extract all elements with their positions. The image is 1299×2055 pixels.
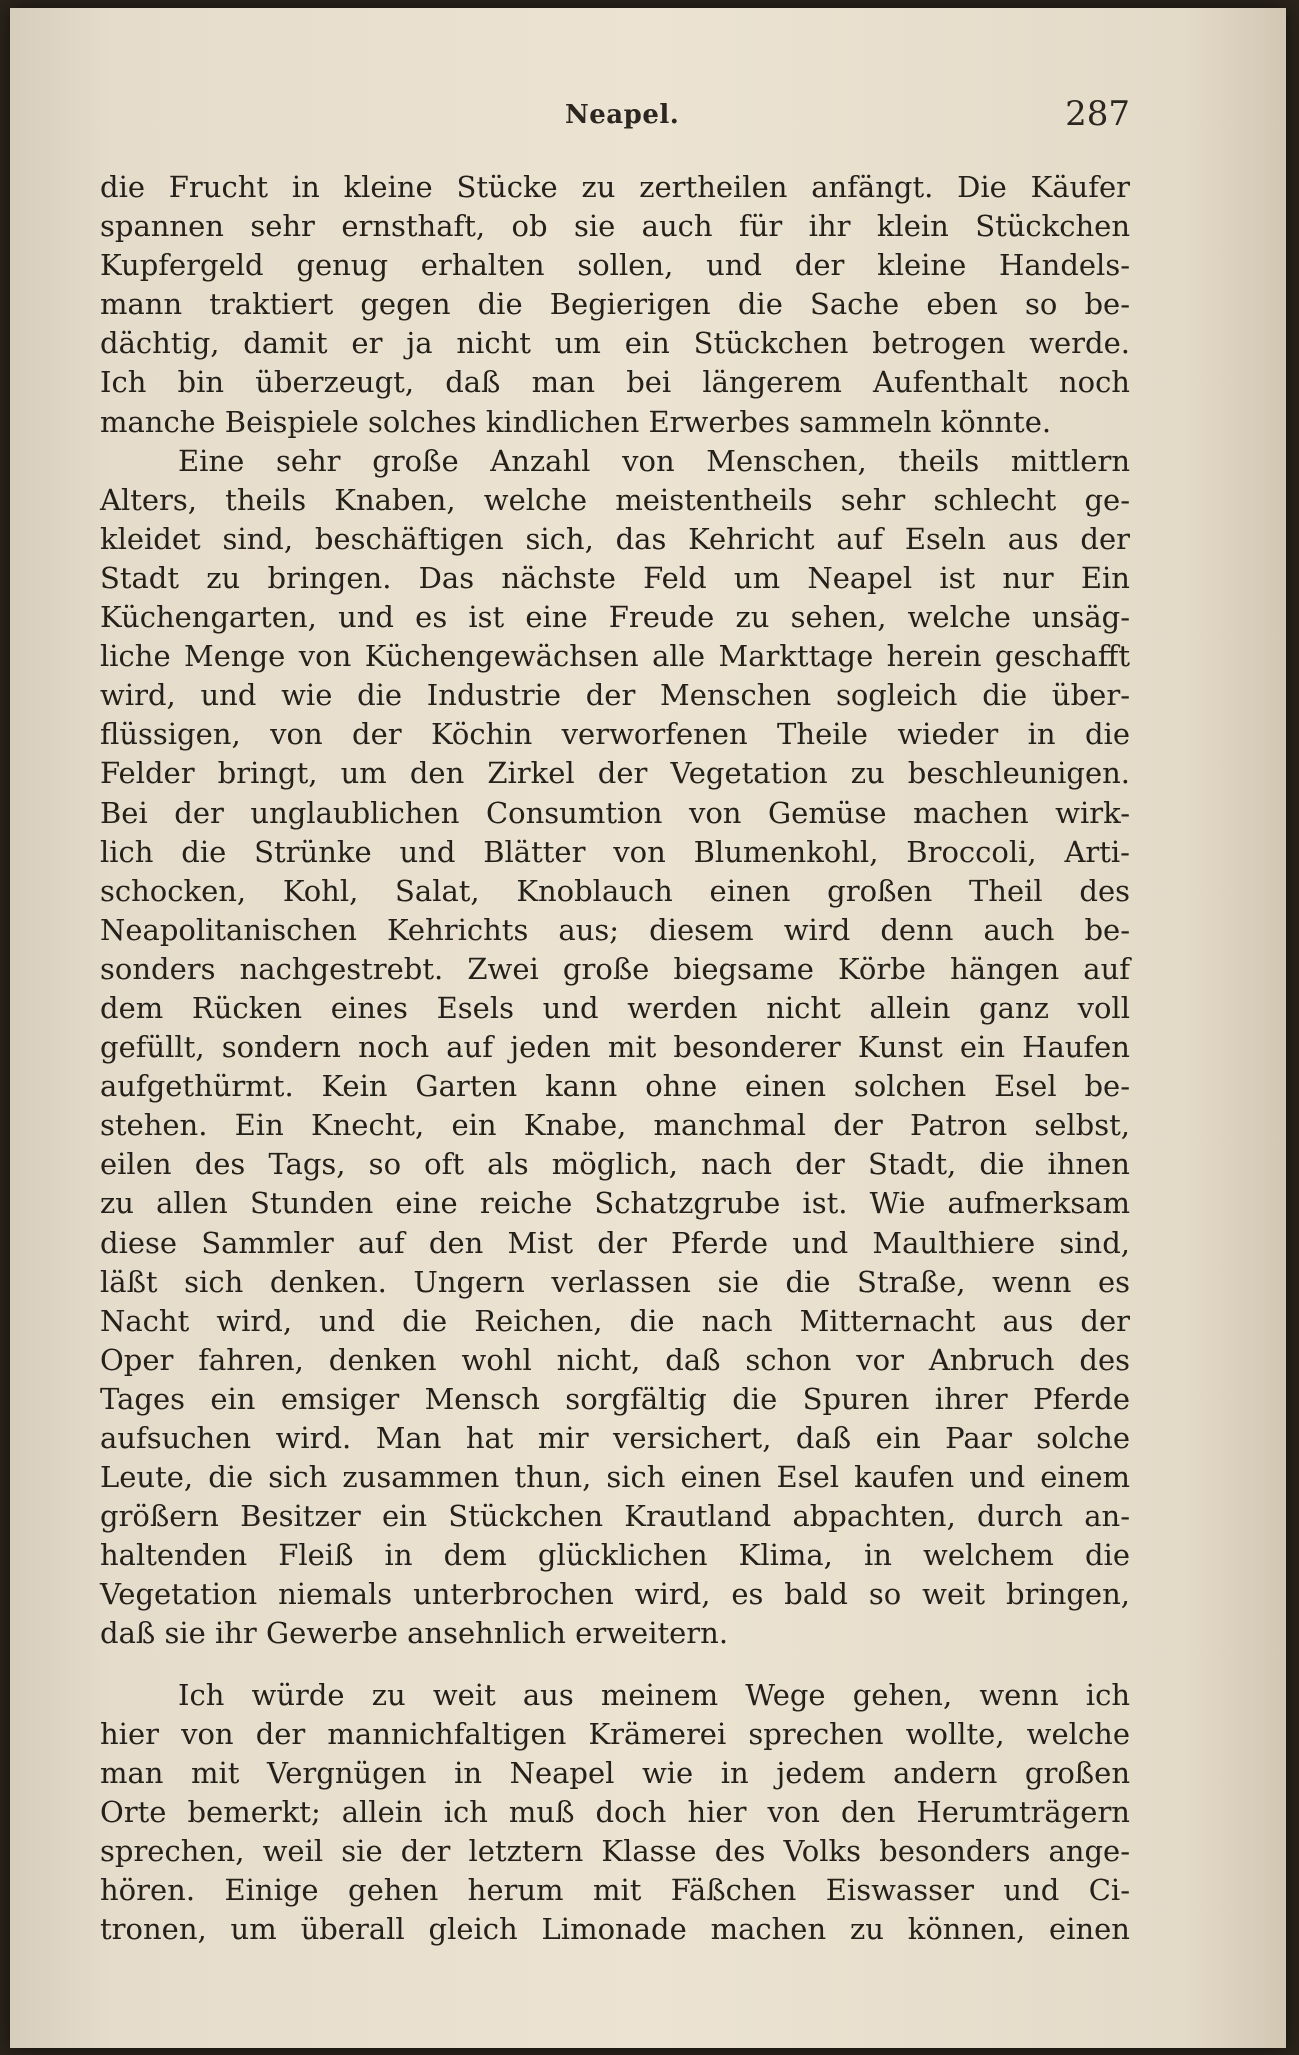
text-line: die Frucht in kleine Stücke zu zertheilen anfängt. Die Käufer (100, 170, 1130, 204)
text-line: sprechen, weil sie der letztern Klasse des Volks besonders ange- (100, 1833, 1130, 1868)
running-head: Neapel. (565, 100, 680, 130)
text-line: liche Menge von Küchengewächsen alle Markttage herein geschafft (100, 639, 1130, 674)
text-line: eilen des Tags, so oft als möglich, nach der Stadt, die ihnen (100, 1147, 1130, 1182)
text-line: gefüllt, sondern noch auf jeden mit besonderer Kunst ein Haufen (100, 1030, 1130, 1065)
text-line: tronen, um überall gleich Limonade machen zu können, einen (100, 1912, 1130, 1947)
body-text (100, 168, 1130, 1949)
text-line: flüssigen, von der Köchin verworfenen Theile wieder in die (100, 717, 1130, 752)
text-line: manche Beispiele solches kindlichen Erwerbes sammeln könnte. (100, 404, 1052, 439)
text-line: aufsuchen wird. Man hat mir versichert, daß ein Paar solche (100, 1421, 1130, 1455)
text-line: Tages ein emsiger Mensch sorgfältig die Spuren ihrer Pferde (100, 1381, 1130, 1416)
text-line: Alters, theils Knaben, welche meistentheils sehr schlecht ge- (100, 482, 1130, 517)
text-line: Kupfergeld genug erhalten sollen, und der kleine Handels- (100, 248, 1130, 283)
text-line: Stadt zu bringen. Das nächste Feld um Neapel ist nur Ein (100, 560, 1130, 595)
text-line: dächtig, damit er ja nicht um ein Stückchen betrogen werde. (100, 326, 1130, 361)
text-line: diese Sammler auf den Mist der Pferde und Maulthiere sind, (100, 1225, 1130, 1260)
page-number: 287 (1065, 94, 1130, 134)
text-line: Vegetation niemals unterbrochen wird, es bald so weit bringen, (100, 1577, 1130, 1612)
text-line: dem Rücken eines Esels und werden nicht allein ganz voll (100, 990, 1130, 1025)
text-line: Felder bringt, um den Zirkel der Vegetation zu beschleunigen. (100, 756, 1130, 791)
book-page (10, 8, 1286, 2048)
text-line: Orte bemerkt; allein ich muß doch hier von den Herumträgern (100, 1794, 1130, 1829)
text-line: sonders nachgestrebt. Zwei große biegsame Körbe hängen auf (100, 951, 1130, 986)
text-line: Leute, die sich zusammen thun, sich einen Esel kaufen und einem (100, 1460, 1130, 1495)
text-line: aufgethürmt. Kein Garten kann ohne einen solchen Esel be- (100, 1069, 1130, 1104)
text-line: läßt sich denken. Ungern verlassen sie die Straße, wenn es (100, 1264, 1130, 1299)
text-line: zu allen Stunden eine reiche Schatzgrube ist. Wie aufmerksam (100, 1186, 1130, 1221)
text-line: Küchengarten, und es ist eine Freude zu sehen, welche unsäg- (100, 600, 1130, 635)
text-line: hören. Einige gehen herum mit Fäßchen Eiswasser und Ci- (100, 1873, 1130, 1908)
text-line: hier von der mannichfaltigen Krämerei sprechen wollte, welche (100, 1716, 1130, 1751)
text-line: Ich bin überzeugt, daß man bei längerem Aufenthalt noch (100, 365, 1130, 400)
page-header (100, 94, 1130, 144)
text-line: Bei der unglaublichen Consumtion von Gemüse machen wirk- (100, 795, 1130, 830)
text-line: lich die Strünke und Blätter von Blumenkohl, Broccoli, Arti- (100, 834, 1130, 869)
text-line: Nacht wird, und die Reichen, die nach Mitternacht aus der (100, 1303, 1130, 1338)
text-line: wird, und wie die Industrie der Menschen sogleich die über- (100, 678, 1130, 713)
text-line: spannen sehr ernsthaft, ob sie auch für ihr klein Stückchen (100, 209, 1130, 244)
text-line: man mit Vergnügen in Neapel wie in jedem andern großen (100, 1755, 1130, 1790)
text-line: mann traktiert gegen die Begierigen die Sache eben so be- (100, 287, 1130, 322)
text-line: größern Besitzer ein Stückchen Krautland abpachten, durch an- (100, 1499, 1130, 1534)
text-line: haltenden Fleiß in dem glücklichen Klima, in welchem die (100, 1538, 1130, 1573)
text-line: stehen. Ein Knecht, ein Knabe, manchmal der Patron selbst, (100, 1108, 1130, 1143)
text-line: Oper fahren, denken wohl nicht, daß schon vor Anbruch des (100, 1342, 1130, 1377)
text-line: Eine sehr große Anzahl von Menschen, theils mittlern (178, 443, 1130, 478)
paragraph-gap (100, 1654, 1130, 1676)
text-line: daß sie ihr Gewerbe ansehnlich erweitern. (100, 1616, 729, 1651)
text-line: schocken, Kohl, Salat, Knoblauch einen großen Theil des (100, 873, 1130, 908)
text-line: kleidet sind, beschäftigen sich, das Kehricht auf Eseln aus der (100, 521, 1130, 556)
text-line: Ich würde zu weit aus meinem Wege gehen, wenn ich (178, 1677, 1130, 1712)
text-line: Neapolitanischen Kehrichts aus; diesem wird denn auch be- (100, 912, 1130, 947)
